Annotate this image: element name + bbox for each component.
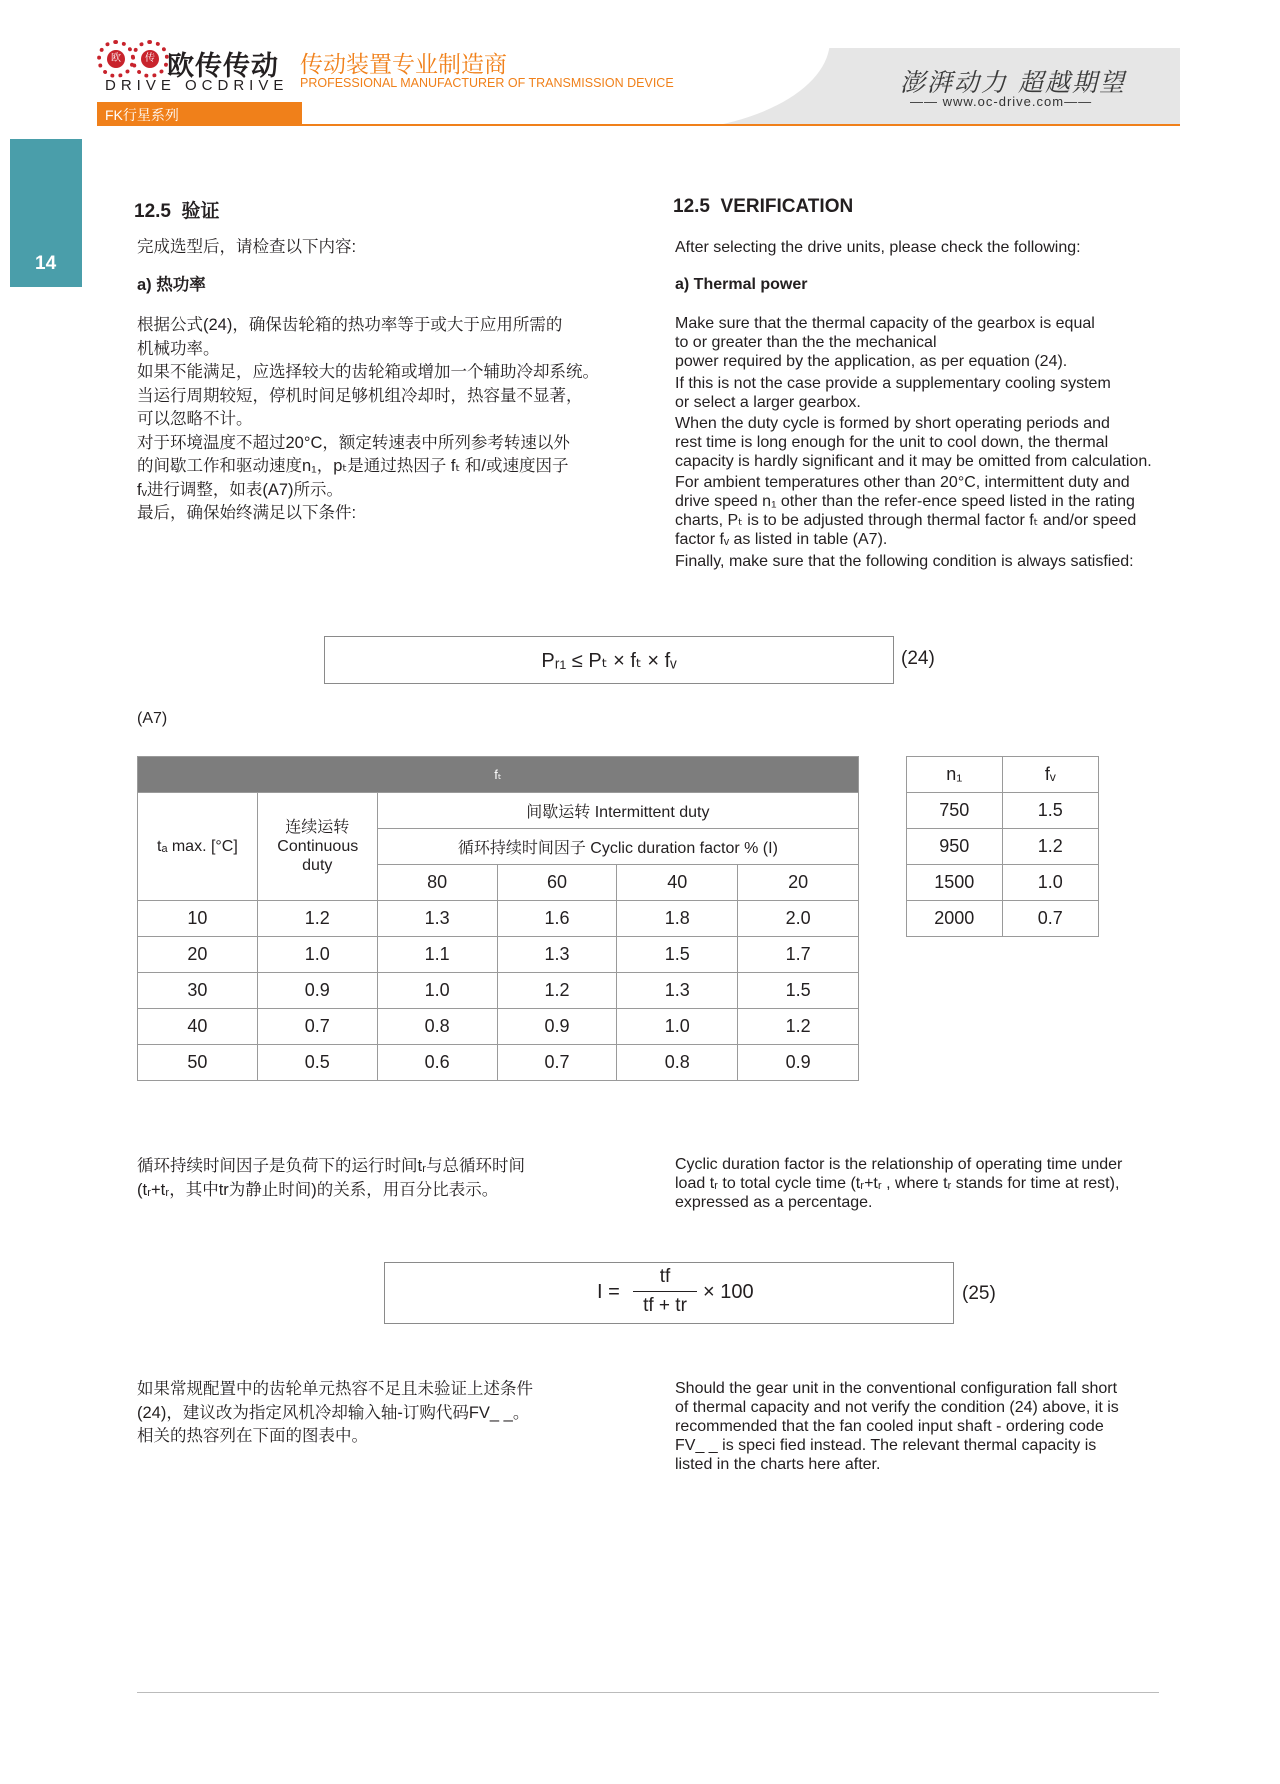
table-row: 750 1.5 <box>907 793 1099 829</box>
formula-25-denominator: tf + tr <box>643 1295 687 1316</box>
intro-cn: 完成选型后，请检查以下内容: <box>137 238 357 256</box>
series-divider <box>302 124 1180 126</box>
website-link[interactable]: —— www.oc-drive.com—— <box>910 94 1093 109</box>
paragraph-cn-2: 循环持续时间因子是负荷下的运行时间tᵣ与总循环时间 (tᵣ+tᵣ，其中tr为静止时间)的关系，用百分比表示。 <box>137 1157 526 1199</box>
factor-header: 80 <box>377 865 497 901</box>
equation-number-24: (24) <box>901 648 935 669</box>
factor-header: 60 <box>497 865 617 901</box>
table-row: 2000 0.7 <box>907 901 1099 937</box>
table-row: 30 0.9 1.0 1.2 1.3 1.5 <box>138 973 859 1009</box>
col-header-cyclic: 循环持续时间因子 Cyclic duration factor % (I) <box>377 829 858 865</box>
table-row: 50 0.5 0.6 0.7 0.8 0.9 <box>138 1045 859 1081</box>
formula-24-box <box>324 636 894 684</box>
table-label: (A7) <box>137 710 168 727</box>
logo-text-en: DRIVE OCDRIVE <box>105 77 289 94</box>
ft-table-title: fₜ <box>138 757 859 793</box>
formula-25-box <box>384 1262 954 1324</box>
fv-table <box>906 756 1099 937</box>
paragraph-cn-1: 根据公式(24)，确保齿轮箱的热功率等于或大于应用所需的 机械功率。 如果不能满足，应选择较大的齿轮箱或增加一个辅助冷却系统。 当运行周期较短，停机时间足够机组冷却时，热容量不显著， 可以忽略不计。 对于环境温度不超过20°C，额定转速表中所列参考转速以外 的间歇工作和驱动速度n₁，pₜ是通过热因子 fₜ 和/或速度因子 fᵥ进行调整，如表(A7)所示。 最后，确保始终满足以下条件: <box>137 316 599 522</box>
tagline-cn: 传动装置专业制造商 <box>300 51 507 77</box>
section-heading-en: 12.5 VERIFICATION <box>673 196 854 217</box>
table-row: 20 1.0 1.1 1.3 1.5 1.7 <box>138 937 859 973</box>
formula-24: Pᵣ₁ ≤ Pₜ × fₜ × fᵥ <box>541 650 677 672</box>
table-row: 1500 1.0 <box>907 865 1099 901</box>
col-header-intermittent: 间歇运转 Intermittent duty <box>377 793 858 829</box>
paragraph-en-1: Make sure that the thermal capacity of the gearbox is equal to or greater than the the mechanical power required by the application, as per equation (24). If this is not the case provide a supplementary cooling system or select a larger gearbox. When the duty cycle is formed by short operating periods and rest time is long enough for the unit to cool down, the thermal capacity is hardly significant and it may be omitted from calculation. For ambient temperatures other than 20°C, intermittent duty and drive speed n₁ other than the refer-ence speed listed in the rating charts, Pₜ is to be adjusted through thermal factor fₜ and/or speed factor fᵥ as listed in table (A7). Finally, make sure that the following condition is always satisfied: <box>675 315 1152 570</box>
col-header-fv: fᵥ <box>1002 757 1098 793</box>
paragraph-en-3: Should the gear unit in the conventional configuration fall short of thermal capacity and not verify the condition (24) above, it is recommended that the fan cooled input shaft - ordering code FV_ _ is speci fied instead. The relevant thermal capacity is listed in the charts here after. <box>675 1380 1119 1473</box>
formula-25-numerator: tf <box>659 1266 671 1287</box>
ft-table <box>137 756 859 1081</box>
logo-gear-icon: 欧 <box>97 40 135 78</box>
logo-text-cn: 欧传传动 <box>167 51 279 81</box>
section-heading-cn: 12.5 验证 <box>134 201 220 222</box>
paragraph-cn-3: 如果常规配置中的齿轮单元热容不足且未验证上述条件 (24)，建议改为指定风机冷却输入轴-订购代码FV_ _。 相关的热容列在下面的图表中。 <box>137 1380 533 1445</box>
equation-number-25: (25) <box>962 1283 996 1304</box>
table-row: 10 1.2 1.3 1.6 1.8 2.0 <box>138 901 859 937</box>
slogan: 澎湃动力 超越期望 <box>900 68 1126 97</box>
formula-25-factor: × 100 <box>703 1281 754 1303</box>
table-row: 40 0.7 0.8 0.9 1.0 1.2 <box>138 1009 859 1045</box>
subheading-en: a) Thermal power <box>675 276 808 293</box>
series-label: FK行星系列 <box>105 107 179 123</box>
page-number: 14 <box>35 253 57 274</box>
col-header-continuous: 连续运转 Continuous duty <box>257 793 377 901</box>
fraction-bar <box>633 1291 697 1292</box>
table-row: 950 1.2 <box>907 829 1099 865</box>
intro-en: After selecting the drive units, please check the following: <box>675 239 1081 256</box>
footer-divider <box>137 1692 1159 1693</box>
tagline-en: PROFESSIONAL MANUFACTURER OF TRANSMISSION DEVICE <box>300 76 674 90</box>
col-header-ta: tₐ max. [°C] <box>138 793 258 901</box>
paragraph-en-2: Cyclic duration factor is the relationship of operating time under load tᵣ to total cycle time (tᵣ+tᵣ , where tᵣ stands for time at rest), expressed as a percentage. <box>675 1156 1123 1211</box>
formula-25-lhs: I = <box>597 1281 620 1303</box>
factor-header: 20 <box>738 865 859 901</box>
col-header-n1: n₁ <box>907 757 1003 793</box>
factor-header: 40 <box>617 865 738 901</box>
logo-gear-icon: 传 <box>131 40 169 78</box>
subheading-cn: a) 热功率 <box>137 276 206 294</box>
